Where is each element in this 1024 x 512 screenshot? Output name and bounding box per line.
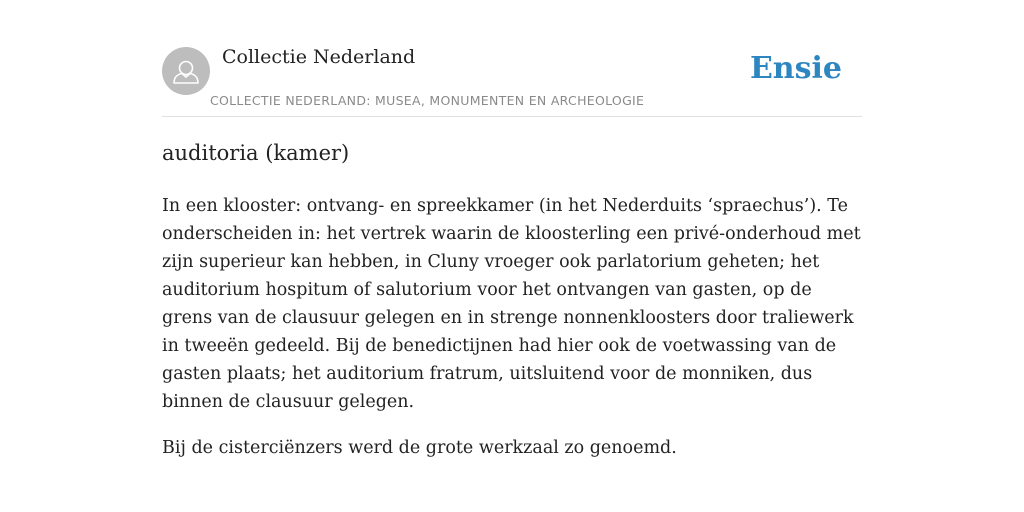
page-title: auditoria (kamer) <box>162 141 350 165</box>
article-paragraph: In een klooster: ontvang- en spreekkamer (in het Nederduits ‘spraechus’). Te onderscheiden in: het vertrek waarin de kloosterling een privé-onderhoud met zijn superieur kan hebben, in Cluny vroeger ook parlatorium geheten; het auditorium hospitum of salutorium voor het ontvangen van gasten, op de grens van de clausuur gelegen en in strenge nonnenkloosters door traliewerk in tweeën gedeeld. Bij de benedictijnen had hier ook de voetwassing van de gasten plaats; het auditorium fratrum, uitsluitend voor de monniken, dus binnen de clausuur gelegen. <box>162 196 861 412</box>
article-paragraph: Bij de cisterciënzers werd de grote werkzaal zo genoemd. <box>162 438 677 458</box>
brand-logo[interactable]: Ensie <box>749 51 842 86</box>
author-name[interactable]: Collectie Nederland <box>222 46 416 68</box>
header <box>162 0 862 117</box>
article-body <box>162 192 862 480</box>
avatar[interactable] <box>162 47 210 95</box>
user-silhouette-icon <box>162 47 210 95</box>
author-subtitle[interactable]: COLLECTIE NEDERLAND: MUSEA, MONUMENTEN EN ARCHEOLOGIE <box>210 93 645 108</box>
